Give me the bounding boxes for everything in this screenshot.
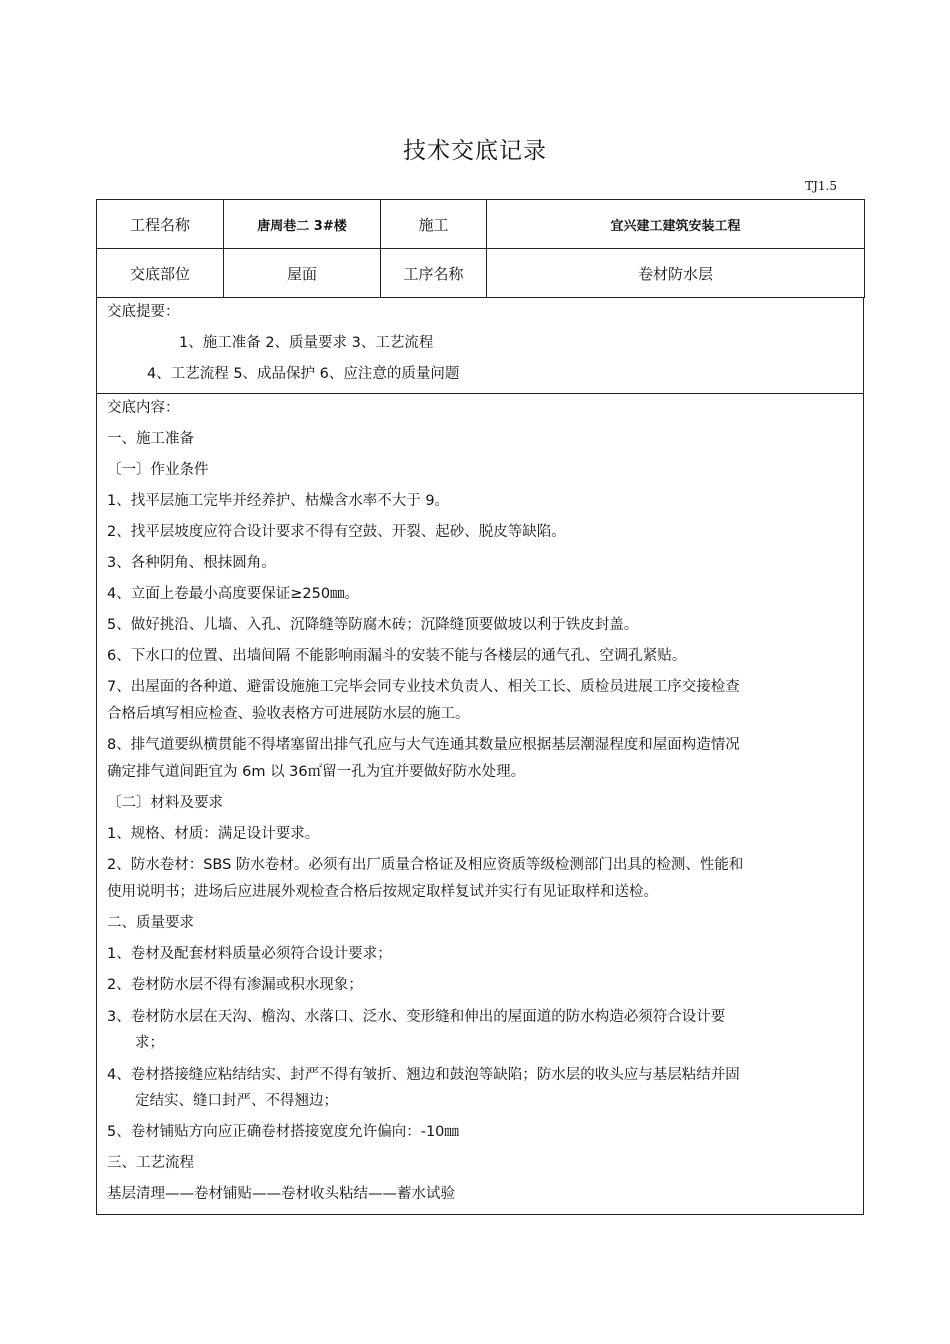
list-item: 4、卷材搭接缝应粘结结实、封严不得有皱折、翘边和鼓泡等缺陷；防水层的收头应与基层粘结并固 [107,1067,740,1083]
builder-value: 宜兴建工建筑安装工程 [487,200,865,249]
section-heading: 二、质量要求 [107,915,194,931]
summary-box [96,298,864,394]
list-item-continuation: 确定排气道间距宜为 6m 以 36㎡留一孔为宜并要做好防水处理。 [107,764,526,780]
list-item-continuation: 定结实、缝口封严、不得翘边； [135,1093,338,1109]
list-item: 3、卷材防水层在天沟、檐沟、水落口、泛水、变形缝和伸出的屋面道的防水构造必须符合设计要 [107,1009,726,1025]
part-label: 交底部位 [97,249,224,298]
list-item: 2、找平层坡度应符合设计要求不得有空鼓、开裂、起砂、脱皮等缺陷。 [107,524,566,540]
process-label: 工序名称 [381,249,487,298]
part-value: 屋面 [224,249,381,298]
list-item: 5、做好挑沿、儿墙、入孔、沉降缝等防腐木砖；沉降缝顶要做坡以利于铁皮封盖。 [107,617,639,633]
list-item: 2、卷材防水层不得有渗漏或积水现象； [107,977,363,993]
list-item: 1、规格、材质：满足设计要求。 [107,826,320,842]
process-value: 卷材防水层 [487,249,865,298]
header-row-part [97,249,865,298]
section-heading: 三、工艺流程 [107,1155,194,1171]
list-item: 1、卷材及配套材料质量必须符合设计要求； [107,946,392,962]
builder-label: 施工 [381,200,487,249]
section-heading: 一、施工准备 [107,431,194,447]
header-row-project [97,200,865,249]
header-table [96,199,865,298]
list-item: 5、卷材铺贴方向应正确卷材搭接宽度允许偏向：-10㎜ [107,1124,459,1140]
form-code: TJ1.5 [805,179,837,193]
summary-line-2: 4、工艺流程 5、成品保护 6、应注意的质量问题 [147,366,460,382]
list-item: 3、各种阴角、根抹圆角。 [107,555,276,571]
project-label: 工程名称 [97,200,224,249]
list-item: 8、排气道要纵横贯能不得堵塞留出排气孔应与大气连通其数量应根据基层潮湿程度和屋面构造情况 [107,737,740,753]
list-item: 4、立面上卷最小高度要保证≥250㎜。 [107,586,360,602]
summary-line-1: 1、施工准备 2、质量要求 3、工艺流程 [179,335,434,351]
summary-label: 交底提要： [107,304,180,320]
subsection-heading: 〔二〕材料及要求 [107,795,223,811]
content-label: 交底内容： [107,400,180,416]
content-box [96,394,864,1215]
project-value: 唐周巷二 3#楼 [224,200,381,249]
document-title: 技术交底记录 [403,138,547,164]
list-item: 1、找平层施工完毕并经养护、枯燥含水率不大于 9。 [107,493,450,509]
list-item: 2、防水卷材：SBS 防水卷材。必须有出厂质量合格证及相应资质等级检测部门出具的检测、性能和 [107,857,744,873]
list-item: 6、下水口的位置、出墙间隔 不能影响雨漏斗的安装不能与各楼层的通气孔、空调孔紧贴。 [107,648,687,664]
list-item-continuation: 求； [135,1035,164,1051]
list-item-continuation: 合格后填写相应检查、验收表格方可进展防水层的施工。 [107,706,470,722]
process-flow: 基层清理——卷材铺贴——卷材收头粘结——蓄水试验 [107,1186,455,1202]
subsection-heading: 〔一〕作业条件 [107,462,209,478]
list-item-continuation: 使用说明书；进场后应进展外观检查合格后按规定取样复试并实行有见证取样和送检。 [107,884,658,900]
list-item: 7、出屋面的各种道、避雷设施施工完毕会同专业技术负责人、相关工长、质检员进展工序交接检查 [107,679,740,695]
